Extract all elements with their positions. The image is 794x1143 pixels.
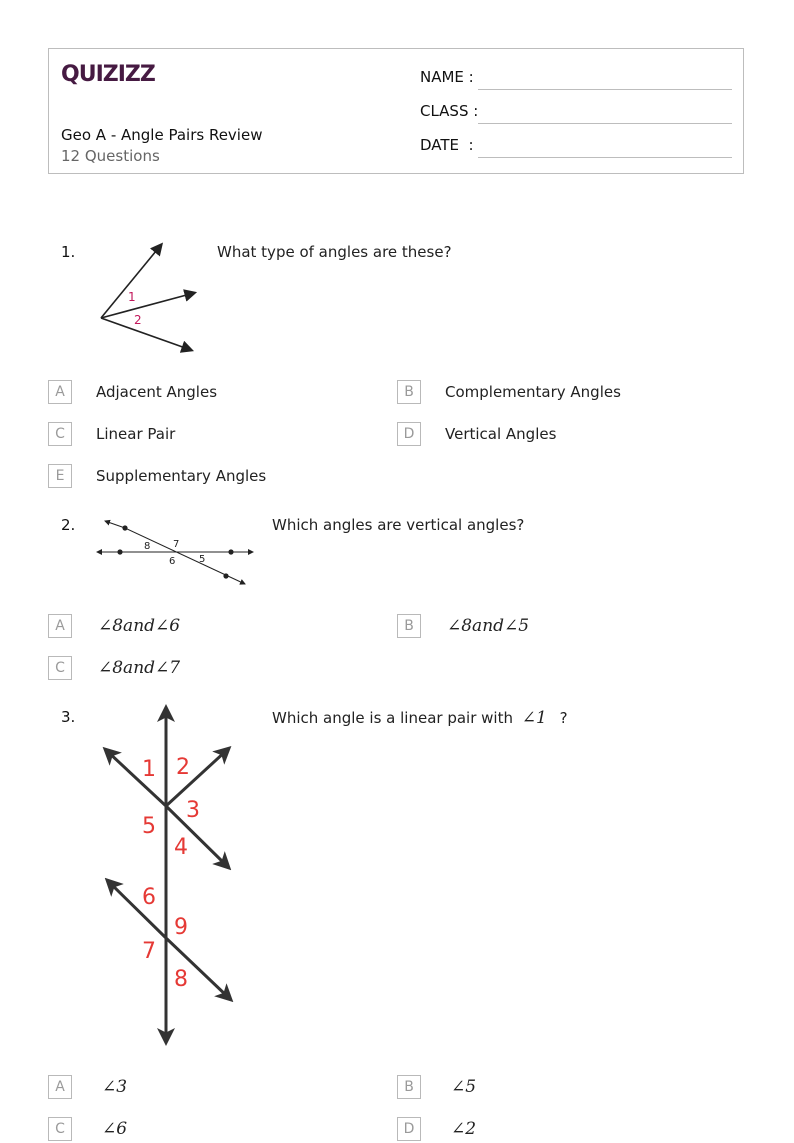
- q2-option-b[interactable]: [397, 614, 727, 640]
- q3-option-a[interactable]: [48, 1075, 378, 1101]
- q1-option-b[interactable]: [397, 380, 727, 406]
- option-letter-box[interactable]: B: [397, 614, 421, 638]
- option-text: ∠6: [102, 1119, 128, 1139]
- angle-label: 5: [142, 814, 156, 839]
- q1-option-e[interactable]: [48, 464, 378, 490]
- date-field[interactable]: [420, 136, 732, 158]
- option-text: Complementary Angles: [445, 383, 621, 401]
- option-letter-box[interactable]: E: [48, 464, 72, 488]
- ray-bottom: [101, 318, 191, 350]
- option-text: ∠3: [102, 1077, 128, 1097]
- option-letter-box[interactable]: B: [397, 380, 421, 404]
- angle-label: 1: [128, 290, 136, 304]
- angle-label: 6: [142, 885, 156, 910]
- question-2-text: Which angles are vertical angles?: [272, 516, 525, 534]
- date-label: DATE :: [420, 136, 474, 154]
- question-3-text: [272, 708, 568, 728]
- q2-option-a[interactable]: [48, 614, 378, 640]
- line-upper-left: [107, 751, 166, 806]
- worksheet-title: Geo A - Angle Pairs Review: [61, 126, 263, 144]
- question-3-text-end: ?: [559, 709, 568, 727]
- option-letter-box[interactable]: A: [48, 614, 72, 638]
- angle-label: 8: [174, 967, 188, 992]
- question-3-figure: [100, 706, 235, 1046]
- question-3-text-math: ∠1: [521, 708, 547, 728]
- option-text: ∠2: [451, 1119, 477, 1139]
- option-text: Linear Pair: [96, 425, 176, 443]
- angle-label: 3: [186, 798, 200, 823]
- ray-top: [101, 245, 161, 318]
- angle-label: 7: [142, 939, 156, 964]
- q3-option-b[interactable]: [397, 1075, 727, 1101]
- q1-option-d[interactable]: [397, 422, 727, 448]
- angle-label: 7: [173, 539, 180, 550]
- option-letter-box[interactable]: A: [48, 380, 72, 404]
- logo-text: QUIZIZZ: [61, 62, 155, 87]
- q3-option-d[interactable]: [397, 1117, 727, 1143]
- option-letter-box[interactable]: D: [397, 1117, 421, 1141]
- line-lower: [109, 882, 166, 938]
- date-line[interactable]: [478, 157, 732, 158]
- q3-option-c[interactable]: [48, 1117, 378, 1143]
- question-2-number: 2.: [61, 516, 76, 534]
- worksheet-header: [48, 48, 744, 174]
- class-line[interactable]: [478, 123, 732, 124]
- option-text: Adjacent Angles: [96, 383, 218, 401]
- q1-option-c[interactable]: [48, 422, 378, 448]
- angle-label: 9: [174, 915, 188, 940]
- angle-label: 2: [176, 755, 190, 780]
- angle-label: 1: [142, 757, 156, 782]
- class-label: CLASS :: [420, 102, 479, 120]
- question-2-figure: [95, 516, 255, 588]
- option-letter-box[interactable]: C: [48, 656, 72, 680]
- ray-middle: [101, 293, 194, 318]
- option-text: Vertical Angles: [445, 425, 557, 443]
- option-text: ∠8and∠7: [98, 658, 181, 678]
- option-letter-box[interactable]: C: [48, 422, 72, 446]
- q1-option-a[interactable]: [48, 380, 378, 406]
- name-line[interactable]: [478, 89, 732, 90]
- option-letter-box[interactable]: C: [48, 1117, 72, 1141]
- class-field[interactable]: [420, 102, 732, 124]
- angle-label: 8: [144, 541, 151, 552]
- question-3-number: 3.: [61, 708, 76, 726]
- question-3-text-main: Which angle is a linear pair with: [272, 709, 513, 727]
- name-label: NAME :: [420, 68, 474, 86]
- option-text: Supplementary Angles: [96, 467, 267, 485]
- angle-label: 6: [169, 556, 176, 567]
- option-text: ∠8and∠5: [447, 616, 530, 636]
- name-field[interactable]: [420, 68, 732, 90]
- angle-label: 4: [174, 835, 188, 860]
- option-text: ∠5: [451, 1077, 477, 1097]
- question-1-number: 1.: [61, 243, 76, 261]
- question-1-text: What type of angles are these?: [217, 243, 452, 261]
- option-letter-box[interactable]: A: [48, 1075, 72, 1099]
- worksheet-question-count: 12 Questions: [61, 147, 160, 165]
- question-1-figure: [95, 238, 205, 358]
- angle-label: 5: [199, 554, 206, 565]
- option-letter-box[interactable]: D: [397, 422, 421, 446]
- quizizz-logo: [61, 59, 153, 91]
- option-letter-box[interactable]: B: [397, 1075, 421, 1099]
- angle-label: 2: [134, 313, 142, 327]
- option-text: ∠8and∠6: [98, 616, 181, 636]
- q2-option-c[interactable]: [48, 656, 378, 682]
